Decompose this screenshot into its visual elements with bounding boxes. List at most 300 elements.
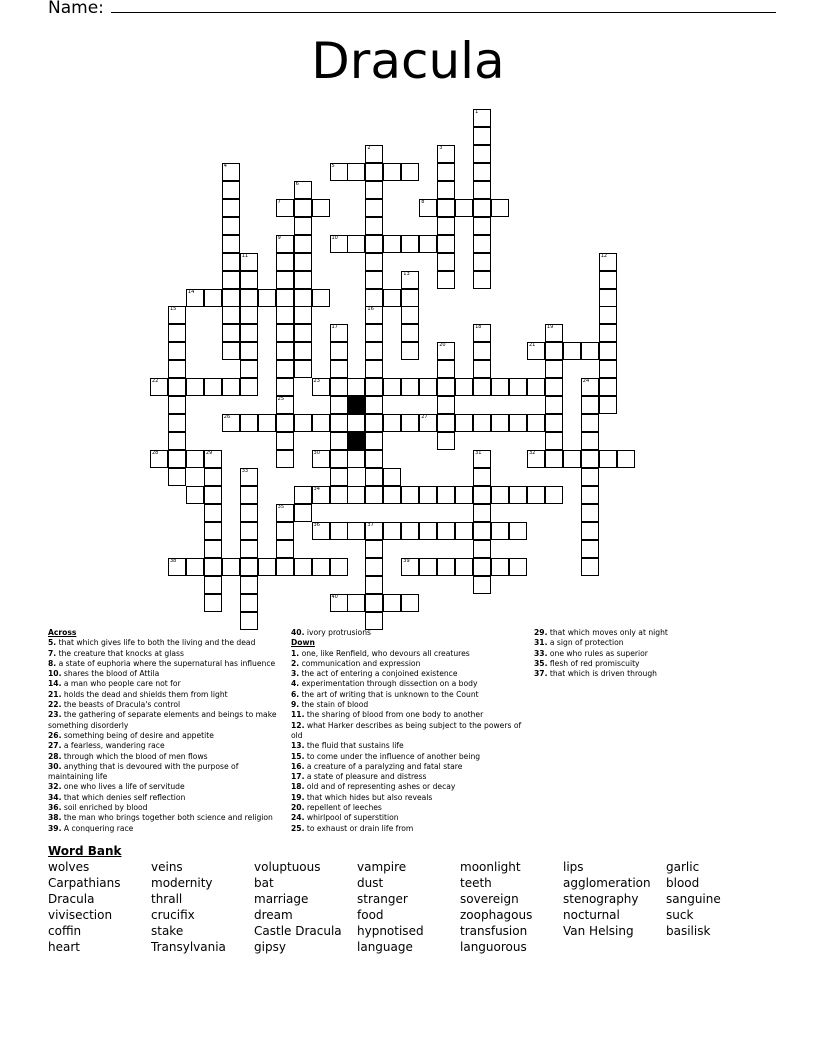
clue: 27. a fearless, wandering race [48, 741, 165, 751]
crossword-cell[interactable] [581, 468, 599, 486]
crossword-cell[interactable] [276, 342, 294, 360]
crossword-cell[interactable] [222, 235, 240, 253]
crossword-cell[interactable] [294, 253, 312, 271]
crossword-cell[interactable] [437, 217, 455, 235]
crossword-cell[interactable] [222, 342, 240, 360]
crossword-cell[interactable] [294, 289, 312, 307]
crossword-cell[interactable] [222, 558, 240, 576]
crossword-cell[interactable] [401, 271, 419, 289]
crossword-cell[interactable] [240, 324, 258, 342]
crossword-cell[interactable] [365, 396, 383, 414]
crossword-cell[interactable] [240, 540, 258, 558]
crossword-cell[interactable] [330, 342, 348, 360]
crossword-cell[interactable] [401, 306, 419, 324]
crossword-cell[interactable] [312, 486, 330, 504]
word-bank-item: wolves [48, 860, 90, 874]
crossword-cell[interactable] [401, 378, 419, 396]
crossword-cell[interactable] [437, 199, 455, 217]
crossword-cell[interactable] [545, 378, 563, 396]
crossword-cell[interactable] [204, 522, 222, 540]
crossword-cell[interactable] [473, 342, 491, 360]
crossword-cell[interactable] [330, 468, 348, 486]
crossword-cell[interactable] [401, 522, 419, 540]
crossword-cell[interactable] [527, 486, 545, 504]
crossword-cell[interactable] [383, 486, 401, 504]
clue-number-label: 21. [48, 689, 62, 699]
crossword-cell[interactable] [204, 289, 222, 307]
crossword-cell[interactable] [168, 378, 186, 396]
crossword-cell[interactable] [294, 342, 312, 360]
word-bank [48, 860, 778, 956]
crossword-cell[interactable] [204, 540, 222, 558]
crossword-cell[interactable] [222, 217, 240, 235]
crossword-cell[interactable] [294, 181, 312, 199]
crossword-cell[interactable] [222, 324, 240, 342]
crossword-cell[interactable] [222, 163, 240, 181]
crossword-cell[interactable] [509, 378, 527, 396]
crossword-cell[interactable] [545, 450, 563, 468]
crossword-cell[interactable] [419, 235, 437, 253]
clue-number: 32 [528, 450, 536, 457]
crossword-cell[interactable] [168, 450, 186, 468]
crossword-cell[interactable] [383, 163, 401, 181]
crossword-cell[interactable] [204, 468, 222, 486]
crossword-cell[interactable] [437, 414, 455, 432]
crossword-cell[interactable] [186, 289, 204, 307]
crossword-cell[interactable] [294, 271, 312, 289]
crossword-cell[interactable] [419, 558, 437, 576]
crossword-cell[interactable] [599, 306, 617, 324]
crossword-cell[interactable] [204, 576, 222, 594]
crossword-cell[interactable] [168, 342, 186, 360]
crossword-cell[interactable] [437, 342, 455, 360]
crossword-cell[interactable] [437, 235, 455, 253]
crossword-cell[interactable] [473, 414, 491, 432]
crossword-cell[interactable] [527, 378, 545, 396]
crossword-cell[interactable] [365, 181, 383, 199]
crossword-cell[interactable] [545, 396, 563, 414]
crossword-cell[interactable] [240, 558, 258, 576]
crossword-cell[interactable] [473, 253, 491, 271]
crossword-cell[interactable] [222, 181, 240, 199]
crossword-cell[interactable] [312, 414, 330, 432]
crossword-cell[interactable] [401, 414, 419, 432]
crossword-cell[interactable] [365, 235, 383, 253]
crossword-cell[interactable] [545, 324, 563, 342]
crossword-cell[interactable] [383, 468, 401, 486]
crossword-cell[interactable] [347, 486, 365, 504]
crossword-cell[interactable] [365, 558, 383, 576]
crossword-cell[interactable] [347, 378, 365, 396]
crossword-cell[interactable] [599, 289, 617, 307]
crossword-cell[interactable] [365, 486, 383, 504]
crossword-cell[interactable] [365, 432, 383, 450]
crossword-cell[interactable] [276, 414, 294, 432]
crossword-cell[interactable] [545, 360, 563, 378]
crossword-cell[interactable] [509, 486, 527, 504]
crossword-cell[interactable] [150, 378, 168, 396]
crossword-cell[interactable] [168, 432, 186, 450]
crossword-cell[interactable] [240, 486, 258, 504]
crossword-cell[interactable] [186, 378, 204, 396]
crossword-cell[interactable] [383, 414, 401, 432]
crossword-cell[interactable] [473, 360, 491, 378]
crossword-cell[interactable] [581, 540, 599, 558]
clue-number: 33 [241, 468, 249, 474]
crossword-cell[interactable] [545, 486, 563, 504]
crossword-cell[interactable] [312, 289, 330, 307]
crossword-cell[interactable] [437, 271, 455, 289]
crossword-cell[interactable] [383, 522, 401, 540]
crossword-cell[interactable] [401, 289, 419, 307]
clue: 6. the art of writing that is unknown to the Count [291, 689, 479, 699]
crossword-cell[interactable] [473, 504, 491, 522]
crossword-cell[interactable] [294, 306, 312, 324]
crossword-cell[interactable] [455, 199, 473, 217]
crossword-cell[interactable] [437, 253, 455, 271]
crossword-cell[interactable] [294, 324, 312, 342]
crossword-cell[interactable] [545, 342, 563, 360]
crossword-cell[interactable] [365, 522, 383, 540]
crossword-cell[interactable] [258, 289, 276, 307]
crossword-cell[interactable] [312, 199, 330, 217]
crossword-cell[interactable] [581, 396, 599, 414]
crossword-cell[interactable] [527, 342, 545, 360]
crossword-cell[interactable] [330, 594, 348, 612]
crossword-cell[interactable] [473, 522, 491, 540]
crossword-cell[interactable] [186, 450, 204, 468]
crossword-cell[interactable] [473, 181, 491, 199]
crossword-cell[interactable] [168, 414, 186, 432]
crossword-cell[interactable] [294, 504, 312, 522]
crossword-cell[interactable] [204, 504, 222, 522]
crossword-cell[interactable] [473, 378, 491, 396]
crossword-cell[interactable] [599, 271, 617, 289]
word-bank-item: language [357, 940, 413, 954]
word-bank-item: modernity [151, 876, 213, 890]
crossword-cell[interactable] [563, 450, 581, 468]
crossword-cell[interactable] [365, 468, 383, 486]
crossword-cell[interactable] [365, 540, 383, 558]
crossword-cell[interactable] [294, 486, 312, 504]
clue-number-label: 30. [48, 761, 62, 771]
crossword-cell[interactable] [599, 342, 617, 360]
crossword-cell[interactable] [258, 558, 276, 576]
crossword-cell[interactable] [473, 558, 491, 576]
crossword-cell[interactable] [330, 450, 348, 468]
crossword-cell[interactable] [599, 360, 617, 378]
crossword-cell[interactable] [168, 324, 186, 342]
clue-number: 20 [439, 342, 446, 349]
crossword-cell[interactable] [222, 306, 240, 324]
crossword-cell[interactable] [509, 414, 527, 432]
word-bank-item: languorous [460, 940, 527, 954]
crossword-cell[interactable] [455, 558, 473, 576]
crossword-cell[interactable] [294, 217, 312, 235]
crossword-cell[interactable] [491, 486, 509, 504]
crossword-cell[interactable] [168, 306, 186, 324]
crossword-cell[interactable] [186, 558, 204, 576]
crossword-cell[interactable] [276, 432, 294, 450]
crossword-cell[interactable] [186, 486, 204, 504]
crossword-cell[interactable] [294, 414, 312, 432]
crossword-cell[interactable] [419, 378, 437, 396]
crossword-cell[interactable] [365, 612, 383, 630]
crossword-cell[interactable] [365, 360, 383, 378]
crossword-cell[interactable] [240, 289, 258, 307]
crossword-cell[interactable] [473, 450, 491, 468]
crossword-cell[interactable] [168, 360, 186, 378]
clue-number: 26 [223, 414, 231, 421]
crossword-cell[interactable] [581, 342, 599, 360]
crossword-cell[interactable] [294, 199, 312, 217]
crossword-cell[interactable] [437, 360, 455, 378]
crossword-cell[interactable] [473, 468, 491, 486]
crossword-cell[interactable] [581, 450, 599, 468]
crossword-cell[interactable] [347, 594, 365, 612]
crossword-cell[interactable] [330, 558, 348, 576]
crossword-cell[interactable] [491, 522, 509, 540]
crossword-cell[interactable] [455, 522, 473, 540]
crossword-cell[interactable] [276, 271, 294, 289]
crossword-cell[interactable] [581, 432, 599, 450]
crossword-cell[interactable] [204, 558, 222, 576]
crossword-cell[interactable] [581, 378, 599, 396]
crossword-cell[interactable] [330, 324, 348, 342]
crossword-cell[interactable] [509, 558, 527, 576]
crossword-cell[interactable] [401, 594, 419, 612]
crossword-cell[interactable] [365, 289, 383, 307]
crossword-cell[interactable] [401, 486, 419, 504]
crossword-cell[interactable] [240, 522, 258, 540]
crossword-cell[interactable] [383, 235, 401, 253]
crossword-cell[interactable] [276, 253, 294, 271]
crossword-cell[interactable] [563, 342, 581, 360]
crossword-cell[interactable] [437, 558, 455, 576]
crossword-cell[interactable] [437, 432, 455, 450]
crossword-cell[interactable] [473, 235, 491, 253]
crossword-cell[interactable] [365, 163, 383, 181]
crossword-cell[interactable] [419, 522, 437, 540]
crossword-cell[interactable] [330, 414, 348, 432]
crossword-cell[interactable] [150, 450, 168, 468]
crossword-cell[interactable] [581, 558, 599, 576]
crossword-cell[interactable] [240, 576, 258, 594]
crossword-cell[interactable] [276, 396, 294, 414]
crossword-cell[interactable] [330, 235, 348, 253]
crossword-cell[interactable] [240, 271, 258, 289]
crossword-cell[interactable] [599, 396, 617, 414]
crossword-cell[interactable] [330, 360, 348, 378]
crossword-cell[interactable] [276, 522, 294, 540]
crossword-cell[interactable] [617, 450, 635, 468]
crossword-cell[interactable] [491, 378, 509, 396]
crossword-cell[interactable] [294, 360, 312, 378]
crossword-cell[interactable] [347, 414, 365, 432]
crossword-cell[interactable] [365, 324, 383, 342]
crossword-cell[interactable] [204, 486, 222, 504]
word-bank-item: nocturnal [563, 908, 620, 922]
crossword-cell[interactable] [527, 450, 545, 468]
crossword-cell[interactable] [276, 540, 294, 558]
crossword-cell[interactable] [276, 199, 294, 217]
crossword-cell[interactable] [473, 324, 491, 342]
crossword-cell[interactable] [437, 522, 455, 540]
crossword-cell[interactable] [240, 253, 258, 271]
crossword-cell[interactable] [365, 271, 383, 289]
crossword-cell[interactable] [545, 414, 563, 432]
crossword-cell[interactable] [347, 163, 365, 181]
clue: 1. one, like Renfield, who devours all creatures [291, 648, 470, 658]
crossword-cell[interactable] [365, 217, 383, 235]
crossword-cell[interactable] [581, 522, 599, 540]
crossword-cell[interactable] [437, 378, 455, 396]
crossword-cell[interactable] [312, 450, 330, 468]
crossword-cell[interactable] [330, 486, 348, 504]
crossword-cell[interactable] [276, 378, 294, 396]
crossword-cell[interactable] [437, 486, 455, 504]
crossword-cell[interactable] [365, 342, 383, 360]
clue-number-label: 3. [291, 669, 300, 679]
crossword-cell[interactable] [330, 432, 348, 450]
crossword-cell[interactable] [240, 414, 258, 432]
crossword-cell[interactable] [365, 378, 383, 396]
crossword-cell[interactable] [383, 378, 401, 396]
crossword-cell[interactable] [437, 163, 455, 181]
crossword-cell[interactable] [401, 163, 419, 181]
clue-number: 18 [475, 324, 482, 331]
crossword-cell[interactable] [294, 558, 312, 576]
crossword-cell[interactable] [347, 235, 365, 253]
crossword-cell[interactable] [473, 540, 491, 558]
crossword-cell[interactable] [240, 594, 258, 612]
crossword-cell[interactable] [365, 594, 383, 612]
crossword-cell[interactable] [509, 522, 527, 540]
crossword-cell[interactable] [383, 594, 401, 612]
crossword-cell[interactable] [204, 594, 222, 612]
crossword-cell[interactable] [168, 396, 186, 414]
crossword-cell[interactable] [276, 306, 294, 324]
crossword-cell[interactable] [473, 109, 491, 127]
crossword-cell[interactable] [473, 217, 491, 235]
crossword-cell[interactable] [240, 306, 258, 324]
crossword-cell[interactable] [276, 360, 294, 378]
crossword-cell[interactable] [276, 235, 294, 253]
crossword-cell[interactable] [330, 396, 348, 414]
crossword-cell[interactable] [599, 450, 617, 468]
crossword-cell[interactable] [204, 378, 222, 396]
crossword-cell[interactable] [491, 199, 509, 217]
crossword-cell[interactable] [276, 504, 294, 522]
crossword-cell[interactable] [419, 486, 437, 504]
crossword-cell[interactable] [473, 127, 491, 145]
crossword-cell[interactable] [312, 558, 330, 576]
crossword-cell[interactable] [473, 486, 491, 504]
crossword-cell[interactable] [455, 414, 473, 432]
crossword-cell[interactable] [276, 324, 294, 342]
crossword-cell[interactable] [222, 199, 240, 217]
crossword-cell[interactable] [401, 558, 419, 576]
crossword-cell[interactable] [437, 396, 455, 414]
crossword-cell[interactable] [365, 450, 383, 468]
crossword-cell[interactable] [168, 558, 186, 576]
crossword-cell[interactable] [222, 271, 240, 289]
crossword-cell[interactable] [222, 414, 240, 432]
crossword-cell[interactable] [365, 576, 383, 594]
clue-number: 15 [169, 306, 177, 313]
crossword-cell[interactable] [347, 522, 365, 540]
crossword-black-cell [347, 432, 365, 450]
crossword-cell[interactable] [276, 289, 294, 307]
crossword-cell[interactable] [240, 378, 258, 396]
crossword-cell[interactable] [401, 324, 419, 342]
crossword-cell[interactable] [473, 576, 491, 594]
crossword-cell[interactable] [312, 378, 330, 396]
crossword-cell[interactable] [473, 199, 491, 217]
crossword-cell[interactable] [365, 145, 383, 163]
crossword-cell[interactable] [168, 468, 186, 486]
crossword-cell[interactable] [401, 342, 419, 360]
crossword-cell[interactable] [599, 378, 617, 396]
crossword-cell[interactable] [419, 199, 437, 217]
crossword-cell[interactable] [455, 486, 473, 504]
clue-number-label: 32. [48, 782, 62, 792]
crossword-cell[interactable] [401, 235, 419, 253]
crossword-cell[interactable] [437, 181, 455, 199]
crossword-cell[interactable] [240, 612, 258, 630]
crossword-cell[interactable] [330, 522, 348, 540]
crossword-cell[interactable] [599, 324, 617, 342]
crossword-cell[interactable] [419, 414, 437, 432]
crossword-cell[interactable] [581, 486, 599, 504]
crossword-cell[interactable] [240, 360, 258, 378]
crossword-cell[interactable] [222, 289, 240, 307]
crossword-cell[interactable] [491, 558, 509, 576]
crossword-cell[interactable] [365, 253, 383, 271]
crossword-cell[interactable] [365, 414, 383, 432]
crossword-cell[interactable] [312, 522, 330, 540]
crossword-cell[interactable] [581, 414, 599, 432]
crossword-cell[interactable] [276, 558, 294, 576]
crossword-cell[interactable] [276, 450, 294, 468]
crossword-cell[interactable] [473, 145, 491, 163]
crossword-cell[interactable] [330, 378, 348, 396]
crossword-cell[interactable] [437, 145, 455, 163]
crossword-cell[interactable] [365, 306, 383, 324]
crossword-cell[interactable] [473, 271, 491, 289]
crossword-cell[interactable] [347, 450, 365, 468]
crossword-cell[interactable] [383, 289, 401, 307]
crossword-cell[interactable] [222, 253, 240, 271]
crossword-cell[interactable] [240, 504, 258, 522]
crossword-cell[interactable] [330, 163, 348, 181]
crossword-cell[interactable] [365, 199, 383, 217]
crossword-cell[interactable] [258, 414, 276, 432]
clue: 2. communication and expression [291, 658, 421, 668]
crossword-cell[interactable] [240, 468, 258, 486]
crossword-cell[interactable] [545, 432, 563, 450]
crossword-cell[interactable] [581, 504, 599, 522]
crossword-cell[interactable] [491, 414, 509, 432]
crossword-cell[interactable] [599, 253, 617, 271]
crossword-cell[interactable] [473, 163, 491, 181]
crossword-cell[interactable] [222, 378, 240, 396]
crossword-cell[interactable] [240, 342, 258, 360]
crossword-cell[interactable] [294, 235, 312, 253]
crossword-cell[interactable] [204, 450, 222, 468]
crossword-cell[interactable] [527, 414, 545, 432]
crossword-cell[interactable] [455, 378, 473, 396]
